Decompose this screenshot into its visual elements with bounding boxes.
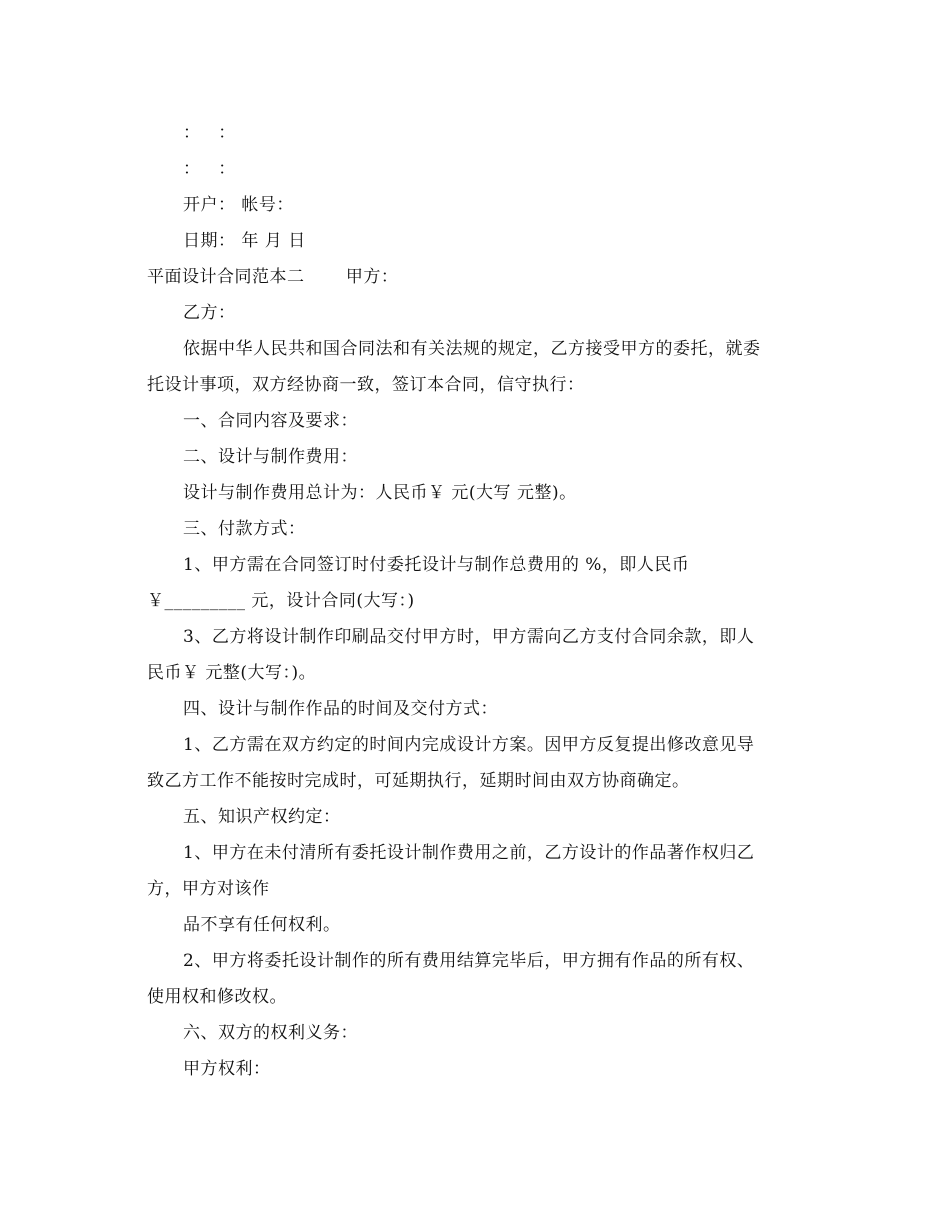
text-line: ： ： xyxy=(183,123,236,143)
text-line: 三、付款方式： xyxy=(183,519,306,539)
text-line: 民币￥ 元整(大写：)。 xyxy=(147,663,317,683)
text-line: 致乙方工作不能按时完成时，可延期执行，延期时间由双方协商确定。 xyxy=(147,771,690,791)
text-line: 依据中华人民共和国合同法和有关法规的规定，乙方接受甲方的委托，就委 xyxy=(183,339,761,359)
text-line: 乙方： xyxy=(183,303,236,323)
text-line: 日期： 年 月 日 xyxy=(183,231,306,251)
text-line: 品不享有任何权利。 xyxy=(183,915,341,935)
document-page xyxy=(147,115,807,1087)
text-line: 设计与制作费用总计为：人民币￥ 元(大写 元整)。 xyxy=(183,483,577,503)
text-line: 1、甲方在未付清所有委托设计制作费用之前，乙方设计的作品著作权归乙 xyxy=(183,843,755,863)
text-line: 一、合同内容及要求： xyxy=(183,411,358,431)
text-line: 方，甲方对该作 xyxy=(147,879,270,899)
text-line: 3、乙方将设计制作印刷品交付甲方时，甲方需向乙方支付合同余款，即人 xyxy=(183,627,755,647)
text-line: 平面设计合同范本二 甲方： xyxy=(147,267,399,287)
text-line: 1、甲方需在合同签订时付委托设计与制作总费用的 %，即人民币 xyxy=(183,555,690,575)
text-line: 2、甲方将委托设计制作的所有费用结算完毕后，甲方拥有作品的所有权、 xyxy=(183,951,755,971)
text-line: 甲方权利： xyxy=(183,1059,271,1079)
text-line: ￥_________ 元，设计合同(大写：) xyxy=(147,591,415,611)
text-line: 二、设计与制作费用： xyxy=(183,447,358,467)
text-line: 托设计事项，双方经协商一致，签订本合同，信守执行： xyxy=(147,375,585,395)
text-line: 六、双方的权利义务： xyxy=(183,1023,358,1043)
text-line: 1、乙方需在双方约定的时间内完成设计方案。因甲方反复提出修改意见导 xyxy=(183,735,755,755)
text-line: 五、知识产权约定： xyxy=(183,807,341,827)
text-line: ： ： xyxy=(183,159,236,179)
text-line: 开户： 帐号： xyxy=(183,195,294,215)
text-line: 使用权和修改权。 xyxy=(147,987,287,1007)
text-line: 四、设计与制作作品的时间及交付方式： xyxy=(183,699,498,719)
